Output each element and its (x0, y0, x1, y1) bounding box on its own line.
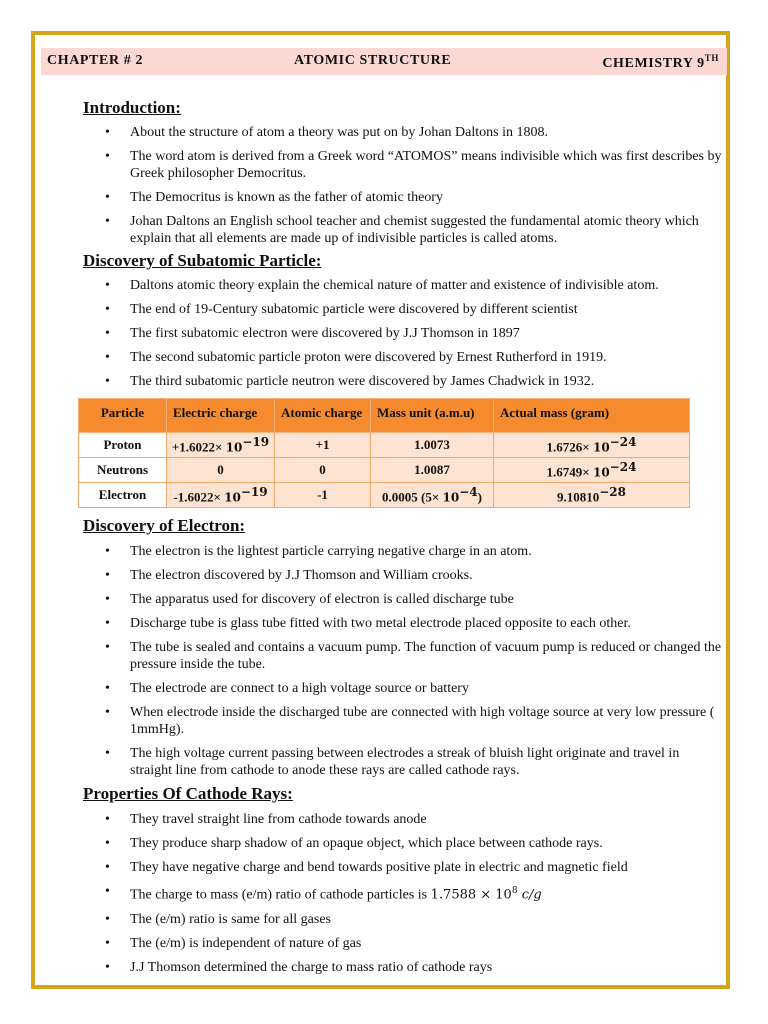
cell-mass-unit (371, 483, 494, 508)
subject-superscript: TH (704, 53, 719, 63)
chapter-title: ATOMIC STRUCTURE (294, 53, 452, 68)
header-particle: Particle (79, 399, 167, 433)
list-item: • About the structure of atom a theory was put on by Johan Daltons in 1808. (83, 124, 723, 141)
list-item: • The third subatomic particle neutron were discovered by James Chadwick in 1932. (83, 373, 723, 390)
list-item: • The high voltage current passing between electrodes a streak of bluish light originate and travel in straight line from cathode to anode these rays are called cathode rays. (83, 745, 723, 779)
subject-text: CHEMISTRY 9 (602, 56, 705, 71)
intro-heading: Introduction: (83, 98, 181, 117)
header-electric-charge: Electric charge (167, 399, 275, 433)
mass-base: 1.6726× (546, 439, 593, 455)
em-ratio-exponent: 8 (511, 886, 518, 896)
cell-atomic-charge: -1 (275, 483, 371, 508)
subject-label (602, 53, 719, 72)
amu-close: ) (477, 489, 482, 505)
cell-electric-charge (167, 433, 275, 458)
page-header (41, 48, 727, 75)
charge-power-base: 10 (224, 490, 241, 505)
amu-exponent: −4 (459, 485, 478, 500)
list-item: • The electron is the lightest particle carrying negative charge in an atom. (83, 543, 723, 560)
table-row (79, 433, 690, 458)
list-item: • The tube is sealed and contains a vacuum pump. The function of vacuum pump is reduced or changed the pressure inside the tube. (83, 639, 723, 673)
list-item: • The apparatus used for discovery of electron is called discharge tube (83, 591, 723, 608)
list-item: • They have negative charge and bend towards positive plate in electric and magnetic field (83, 859, 723, 876)
list-item: • They travel straight line from cathode towards anode (83, 811, 723, 828)
cell-electric-charge (167, 483, 275, 508)
list-item: • Discharge tube is glass tube fitted with two metal electrode placed opposite to each other. (83, 615, 723, 632)
cell-actual-mass (494, 433, 690, 458)
table-row (79, 458, 690, 483)
electron-heading: Discovery of Electron: (83, 516, 246, 535)
charge-base: -1.6022× (173, 489, 225, 505)
list-item: • The Democritus is known as the father of atomic theory (83, 189, 723, 206)
chapter-label: CHAPTER # 2 (47, 53, 144, 68)
cell-particle: Neutrons (79, 458, 167, 483)
list-item: • Daltons atomic theory explain the chemical nature of matter and existence of indivisible atom. (83, 277, 723, 294)
table-header-row (79, 399, 690, 433)
mass-exponent: −28 (599, 485, 626, 500)
table-row (79, 483, 690, 508)
list-item-em-ratio (83, 883, 723, 904)
list-item: • The first subatomic electron were discovered by J.J Thomson in 1897 (83, 325, 723, 342)
mass-power-base: 10 (592, 440, 610, 455)
mass-base: 9.10810 (556, 489, 600, 505)
header-atomic-charge: Atomic charge (275, 399, 371, 433)
cell-actual-mass (494, 458, 690, 483)
list-item: • Johan Daltons an English school teacher and chemist suggested the fundamental atomic theory which explain that all elements are made up of indivisible particles is called atoms. (83, 213, 723, 247)
cell-actual-mass (494, 483, 690, 508)
list-item: • When electrode inside the discharged tube are connected with high voltage source at very low pressure ( 1mmHg). (83, 704, 723, 738)
mass-exponent: −24 (609, 460, 637, 475)
electron-list (83, 543, 723, 779)
cathode-heading: Properties Of Cathode Rays: (83, 784, 293, 803)
cell-electric-charge: 0 (167, 458, 275, 483)
cell-mass-unit: 1.0073 (371, 433, 494, 458)
list-item: • The end of 19-Century subatomic particle were discovered by different scientist (83, 301, 723, 318)
list-item: • The word atom is derived from a Greek word “ATOMOS” means indivisible which was first describes by Greek philosopher Democritus. (83, 148, 723, 182)
em-ratio-text: The charge to mass (e/m) ratio of cathode particles is (130, 887, 431, 903)
list-item: • The electron discovered by J.J Thomson and William crooks. (83, 567, 723, 584)
page-content (83, 97, 723, 983)
header-mass-unit: Mass unit (a.m.u) (371, 399, 494, 433)
cell-atomic-charge: 0 (275, 458, 371, 483)
list-item: • They produce sharp shadow of an opaque object, which place between cathode rays. (83, 835, 723, 852)
charge-base: +1.6022× (171, 439, 226, 455)
em-ratio-value: 1.7588 × 10 (430, 887, 512, 903)
mass-exponent: −24 (609, 435, 637, 450)
charge-power-base: 10 (225, 440, 243, 455)
list-item: • The electrode are connect to a high voltage source or battery (83, 680, 723, 697)
header-actual-mass: Actual mass (gram) (494, 399, 690, 433)
subatomic-heading: Discovery of Subatomic Particle: (83, 251, 322, 270)
cell-particle: Electron (79, 483, 167, 508)
cell-particle: Proton (79, 433, 167, 458)
list-item: • J.J Thomson determined the charge to mass ratio of cathode rays (83, 959, 723, 976)
amu-power-base: 10 (442, 490, 460, 505)
subatomic-list (83, 277, 723, 390)
em-ratio-unit: c/g (517, 887, 542, 903)
list-item: • The second subatomic particle proton were discovered by Ernest Rutherford in 1919. (83, 349, 723, 366)
cathode-list (83, 811, 723, 976)
cell-mass-unit: 1.0087 (371, 458, 494, 483)
mass-power-base: 10 (592, 465, 610, 480)
charge-exponent: −19 (240, 485, 268, 500)
amu-base: 0.0005 (5× (382, 489, 443, 505)
particle-table (78, 398, 690, 508)
charge-exponent: −19 (242, 435, 270, 450)
list-item: • The (e/m) is independent of nature of gas (83, 935, 723, 952)
intro-list (83, 124, 723, 247)
list-item: • The (e/m) ratio is same for all gases (83, 911, 723, 928)
mass-base: 1.6749× (546, 464, 593, 480)
cell-atomic-charge: +1 (275, 433, 371, 458)
